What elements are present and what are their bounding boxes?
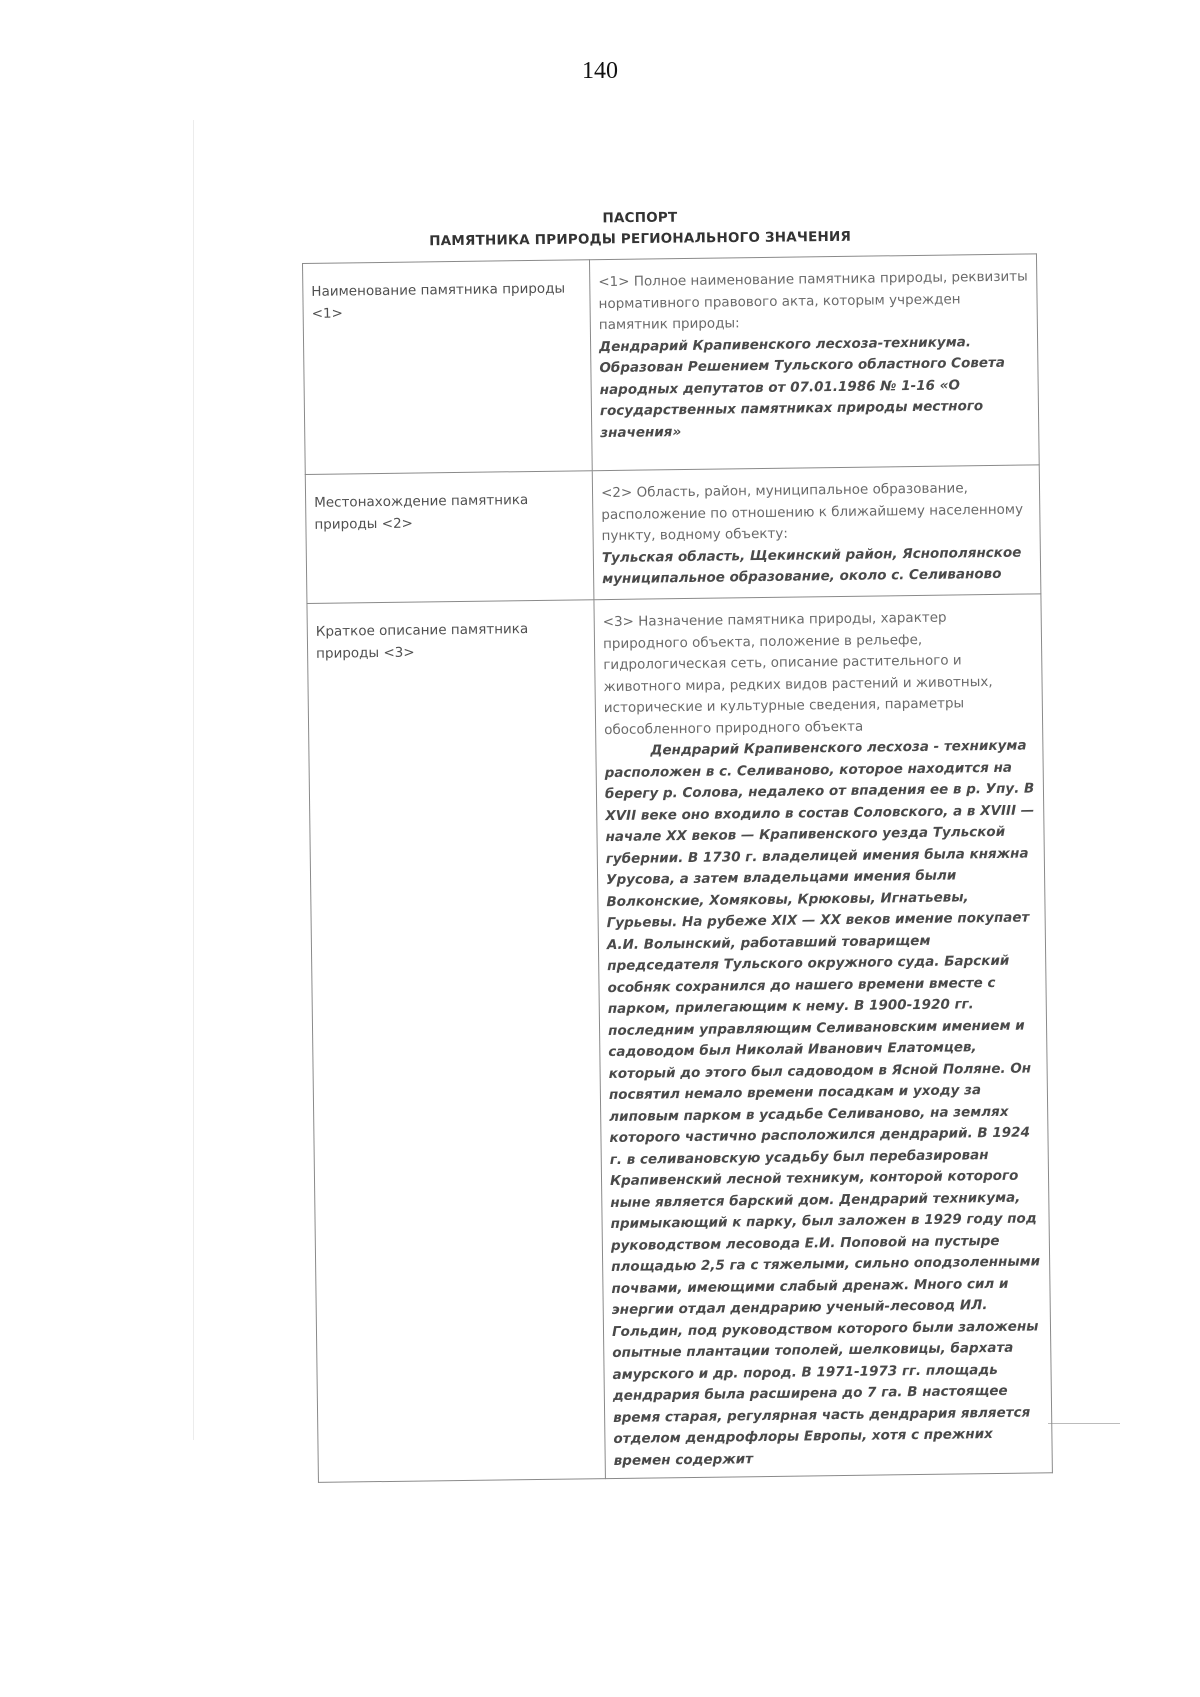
title-line-2: ПАМЯТНИКА ПРИРОДЫ РЕГИОНАЛЬНОГО ЗНАЧЕНИЯ (429, 228, 852, 250)
document-title (300, 204, 980, 253)
row-label-location: Местонахождение памятника природы <2> (305, 471, 594, 604)
footnote-hint-1: <1> Полное наименование памятника природы, реквизиты нормативного правового акта, которым учрежден памятник природы: (598, 268, 1028, 334)
row-label-name: Наименование памятника природы <1> (303, 260, 593, 475)
filled-value-3: Дендрарий Крапивенского лесхоза - техникума расположен в с. Селиваново, которое находится на берегу р. Солова, недалеко от впадения ее в р. Упу. В XVII веке оно входило в состав Соловского, а в XVIII — начале XX веков — Крапивенского уезда Тульской губернии. В 1730 г. владелицей имения была княжна Урусова, а затем владельцами имения были Волконские, Хомяковы, Крюковы, Игнатьевы, Гурьевы. На рубеже XIX — XX веков имение покупает А.И. Волынский, работавший товарищем председателя Тульского окружного суда. Барский особняк сохранился до нашего времени вместе с парком, прилегающим к нему. В 1900-1920 гг. последним управляющим Селивановским имением и садоводом был Николай Иванович Елатомцев, который до этого был садоводом в Ясной Поляне. Он посвятил немало времени посадкам и уходу за липовым парком в усадьбе Селиваново, на землях которого частично расположился дендрарий. В 1924 г. в селивановскую усадьбу был перебазирован Крапивенский лесной техникум, конторой которого ныне является барский дом. Дендрарий техникума, примыкающий к парку, был заложен в 1929 году под руководством лесовода Е.И. Поповой на пустыре площадью 2,5 га с тяжелыми, сильно оподзоленными почвами, имеющими слабый дренаж. Много сил и энергии отдал дендрарию ученый-лесовод ИЛ. Гольдин, под руководством которого были заложены опытные плантации тополей, шелковицы, бархата амурского и др. пород. В 1971-1973 гг. площадь дендрария была расширена до 7 га. В настоящее время старая, регулярная часть дендрария является отделом дендрофлоры Европы, хотя с прежних времен содержит (604, 737, 1041, 1469)
table-row-location (305, 465, 1041, 604)
table-row-description (307, 594, 1052, 1483)
page-number: 140 (582, 58, 618, 84)
filled-value-2: Тульская область, Щекинский район, Яснополянское муниципальное образование, около с. Селиваново (601, 544, 1022, 588)
row-label-description: Краткое описание памятника природы <3> (307, 600, 605, 1483)
row-value-name (589, 254, 1039, 471)
footnote-hint-2: <2> Область, район, муниципальное образование, расположение по отношению к ближайшему населенному пункту, водному объекту: (600, 480, 1024, 545)
scan-edge-mark (1048, 1423, 1120, 1424)
row-value-description (594, 594, 1052, 1479)
row-value-location (592, 465, 1041, 600)
scan-edge-line (193, 120, 194, 1440)
passport-table (302, 253, 1053, 1483)
footnote-hint-3: <3> Назначение памятника природы, характер природного объекта, положение в рельефе, гидрологическая сеть, описание растительного и животного мира, редких видов растений и животных, исторические и культурные сведения, параметры обособленного природного объекта (602, 609, 993, 738)
table-row-name (303, 254, 1040, 475)
filled-value-1: Дендрарий Крапивенского лесхоза-техникума. Образован Решением Тульского областного Совета народных депутатов от 07.01.1986 № 1-16 «О государственных памятниках природы местного значения» (599, 333, 1006, 441)
title-line-1: ПАСПОРТ (602, 209, 678, 227)
